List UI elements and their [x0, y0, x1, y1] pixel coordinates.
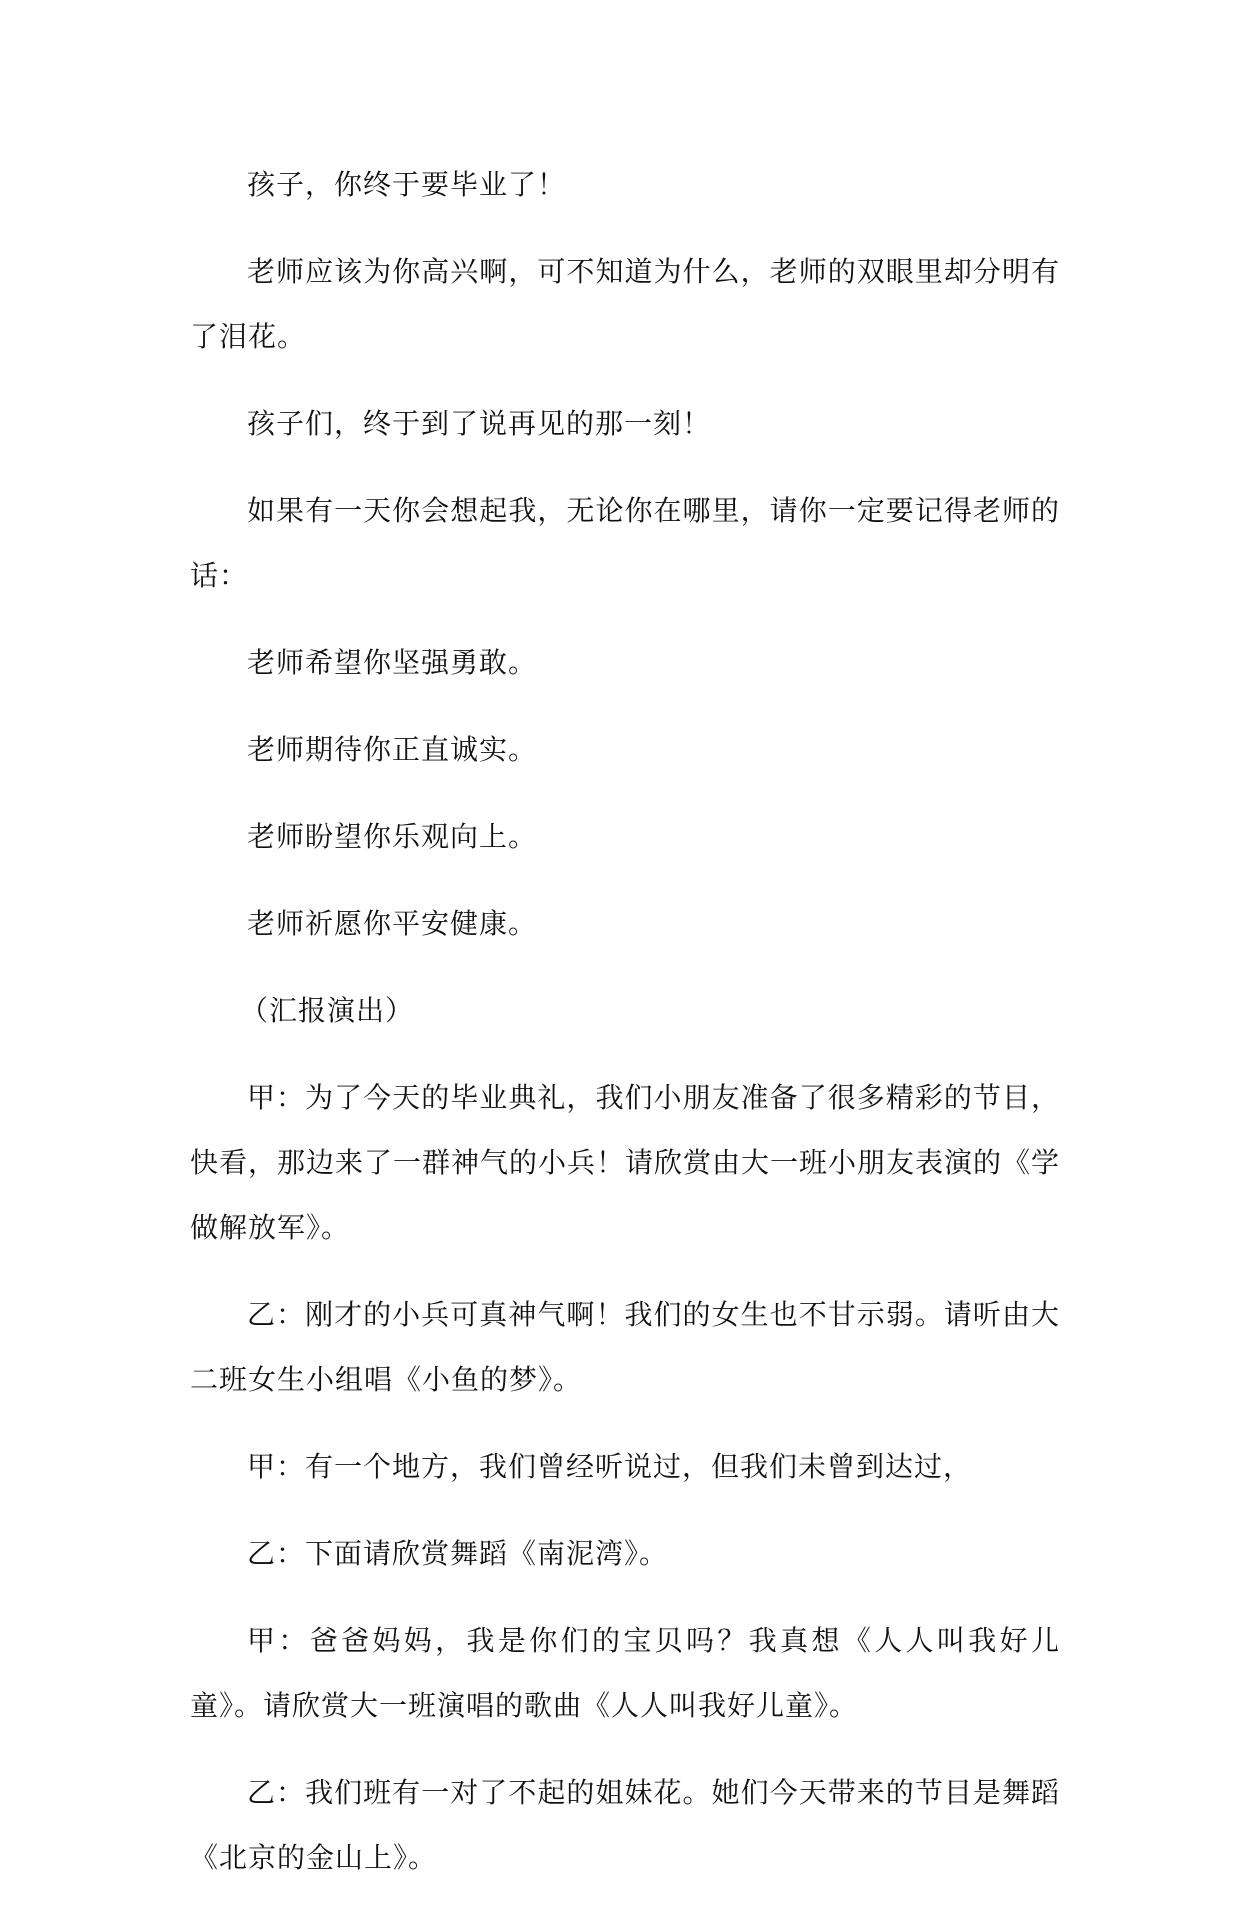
paragraph-9: （汇报演出）: [240, 994, 415, 1027]
paragraph-3: 孩子们，终于到了说再见的那一刻！: [247, 407, 712, 440]
paragraph-13: 乙：下面请欣赏舞蹈《南泥湾》。: [247, 1537, 669, 1570]
paragraph-6: 老师期待你正直诚实。: [247, 733, 538, 766]
paragraph-12: 甲：有一个地方，我们曾经听说过，但我们未曾到达过，: [247, 1450, 973, 1483]
paragraph-5: 老师希望你坚强勇敢。: [247, 646, 538, 679]
paragraph-14: 甲：爸爸妈妈，我是你们的宝贝吗？我真想《人人叫我好儿童》。请欣赏大一班演唱的歌曲《人人叫我好儿童》。: [190, 1624, 1060, 1722]
paragraph-8: 老师祈愿你平安健康。: [247, 907, 538, 940]
paragraph-10: 甲：为了今天的毕业典礼，我们小朋友准备了很多精彩的节目，快看，那边来了一群神气的小兵！请欣赏由大一班小朋友表演的《学做解放军》。: [190, 1081, 1061, 1244]
paragraph-2: 老师应该为你高兴啊，可不知道为什么，老师的双眼里却分明有了泪花。: [190, 255, 1060, 353]
paragraph-15: 乙：我们班有一对了不起的姐妹花。她们今天带来的节目是舞蹈《北京的金山上》。: [190, 1776, 1060, 1874]
paragraph-11: 乙：刚才的小兵可真神气啊！我们的女生也不甘示弱。请听由大二班女生小组唱《小鱼的梦》。: [190, 1298, 1060, 1396]
paragraph-1: 孩子，你终于要毕业了！: [247, 168, 567, 201]
document-body: [190, 152, 1060, 1912]
paragraph-7: 老师盼望你乐观向上。: [247, 820, 538, 853]
paragraph-4: 如果有一天你会想起我，无论你在哪里，请你一定要记得老师的话：: [190, 494, 1060, 592]
